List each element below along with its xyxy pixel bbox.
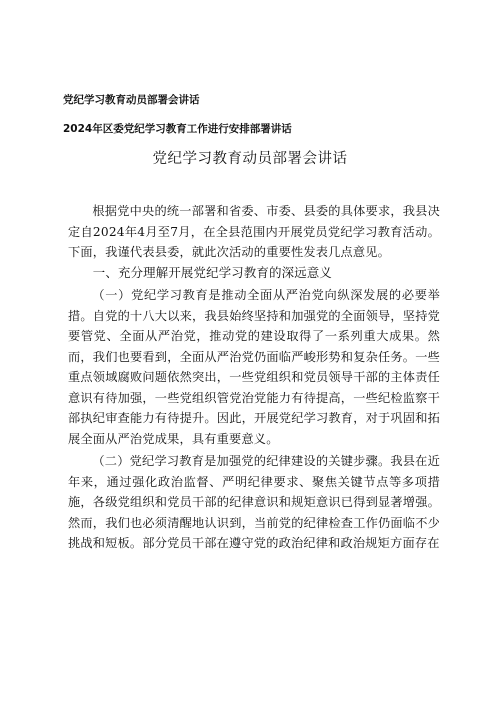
- body-paragraph-2: （二）党纪学习教育是加强党的纪律建设的关键步骤。我县在近年来，通过强化政治监督、严明纪律要求、聚焦关键节点等多项措施，各级党组织和党员干部的纪律意识和规矩意识已得到显著增强。然而，我们也必须清醒地认识到，当前党的纪律检查工作仍面临不少挑战和短板。部分党员干部在遵守党的政治纪律和政治规矩方面存在: [68, 454, 440, 550]
- intro-paragraph: 根据党中央的统一部署和省委、市委、县委的具体要求，我县决定自2024年4月至7月，在全县范围内开展党员党纪学习教育活动。下面，我谨代表县委，就此次活动的重要性发表几点意见。: [68, 204, 440, 259]
- document-title: 党纪学习教育动员部署会讲话: [152, 151, 348, 167]
- document-body: [68, 201, 440, 554]
- section-heading: 一、充分理解开展党纪学习教育的深远意义: [92, 264, 333, 280]
- document-subtitle-secondary: 2024年区委党纪学习教育工作进行安排部署讲话: [63, 123, 292, 135]
- body-paragraph-1: （一）党纪学习教育是推动全面从严治党向纵深发展的必要举措。自党的十八大以来，我县始终坚持和加强党的全面领导，坚持党要管党、全面从严治党，推动党的建设取得了一系列重大成果。然而，我们也要看到，全面从严治党仍面临严峻形势和复杂任务。一些重点领域腐败问题依然突出，一些党组织和党员领导干部的主体责任意识有待加强，一些党组织管党治党能力有待提高，一些纪检监察干部执纪审查能力有待提升。因此，开展党纪学习教育，对于巩固和拓展全面从严治党成果，具有重要意义。: [68, 288, 440, 446]
- document-subtitle: 党纪学习教育动员部署会讲话: [63, 94, 200, 106]
